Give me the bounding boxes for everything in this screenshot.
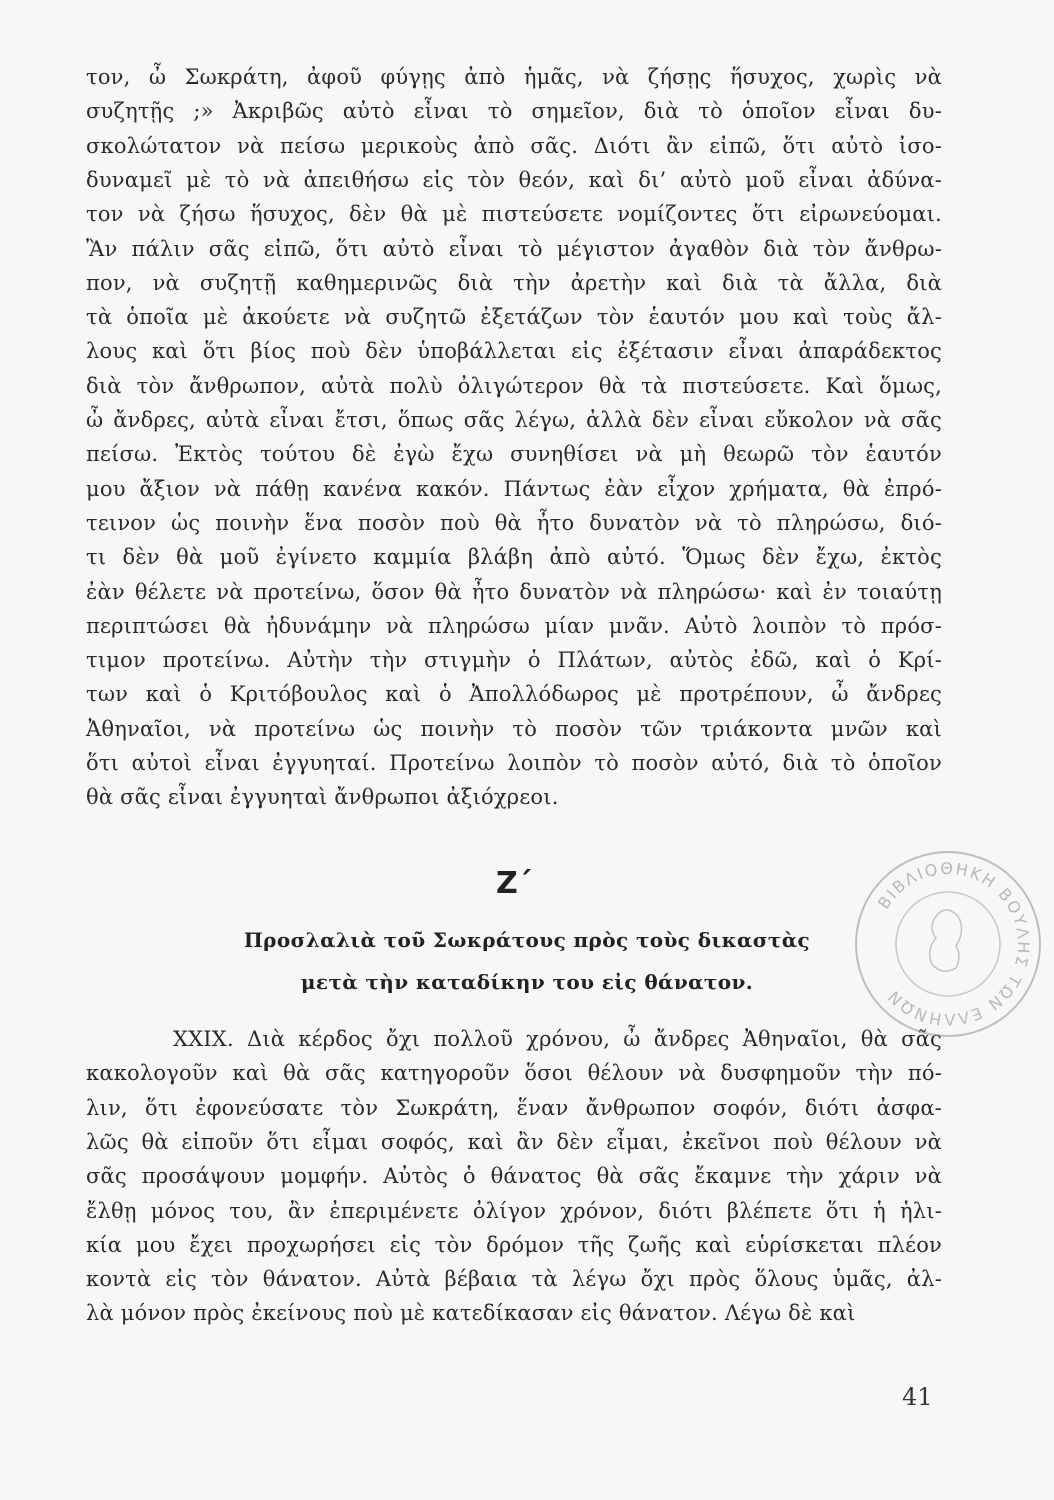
- text-line: πείσω. Ἐκτὸς τούτου δὲ ἐγὼ ἔχω συνηθίσει νὰ μὴ θεωρῶ τὸν ἑαυτόν: [86, 442, 942, 467]
- text-line: συζητῇς ;» Ἀκριβῶς αὐτὸ εἶναι τὸ σημεῖον, διὰ τὸ ὁποῖον εἶναι δυ-: [86, 99, 942, 124]
- stamp-text: ΒΙΒΛΙΟΘΗΚΗ ΒΟΥΛΗΣ ΤΩΝ ΕΛΛΗΝΩΝ: [873, 858, 1034, 1030]
- text-line: μου ἄξιον νὰ πάθῃ κανένα κακόν. Πάντως ἐὰν εἶχον χρήματα, θὰ ἐπρό-: [86, 476, 942, 501]
- text-line: δυναμεῖ μὲ τὸ νὰ ἀπειθήσω εἰς τὸν θεόν, καὶ δι’ αὐτὸ μοῦ εἶναι ἀδύνα-: [86, 167, 942, 192]
- chapter-mark: Ζ΄: [496, 866, 531, 901]
- text-line: Ἂν πάλιν σᾶς εἰπῶ, ὅτι αὐτὸ εἶναι τὸ μέγιστον ἀγαθὸν διὰ τὸν ἄνθρω-: [86, 236, 942, 261]
- text-line: περιπτώσει θὰ ἠδυνάμην νὰ πληρώσω μίαν μνᾶν. Αὐτὸ λοιπὸν τὸ πρόσ-: [86, 613, 942, 638]
- text-line: κακολογοῦν καὶ θὰ σᾶς κατηγοροῦν ὅσοι θέλουν νὰ δυσφημοῦν τὴν πό-: [86, 1061, 942, 1086]
- section-heading-line-1: Προσλαλιὰ τοῦ Σωκράτους πρὸς τοὺς δικαστὰς: [243, 928, 811, 952]
- text-line: τεινον ὡς ποινὴν ἕνα ποσὸν ποὺ θὰ ἦτο δυνατὸν νὰ τὸ πληρώσω, διό-: [86, 510, 942, 535]
- library-stamp: [848, 846, 1048, 1042]
- text-line: λιν, ὅτι ἐφονεύσατε τὸν Σωκράτη, ἕναν ἄνθρωπον σοφόν, διότι ἀσφα-: [86, 1095, 942, 1120]
- text-line: ὦ ἄνδρες, αὐτὰ εἶναι ἔτσι, ὅπως σᾶς λέγω, ἀλλὰ δὲν εἶναι εὔκολον νὰ σᾶς: [86, 408, 942, 432]
- text-line: των καὶ ὁ Κριτόβουλος καὶ ὁ Ἀπολλόδωρος μὲ προτρέπουν, ὦ ἄνδρες: [86, 682, 942, 707]
- text-line: ὅτι αὐτοὶ εἶναι ἐγγυηταί. Προτείνω λοιπὸν τὸ ποσὸν αὐτό, διὰ τὸ ὁποῖον: [86, 751, 942, 775]
- text-line: πον, νὰ συζητῇ καθημερινῶς διὰ τὴν ἀρετὴν καὶ διὰ τὰ ἄλλα, διὰ: [86, 270, 942, 295]
- text-line: κοντὰ εἰς τὸν θάνατον. Αὐτὰ βέβαια τὰ λέγω ὄχι πρὸς ὅλους ὑμᾶς, ἀλ-: [86, 1267, 942, 1292]
- text-line: θὰ σᾶς εἶναι ἐγγυηταὶ ἄνθρωποι ἀξιόχρεοι.: [86, 785, 559, 810]
- text-line: τι δὲν θὰ μοῦ ἐγίνετο καμμία βλάβη ἀπὸ αὐτό. Ὅμως δὲν ἔχω, ἐκτὸς: [86, 545, 942, 570]
- text-line: τον, ὦ Σωκράτη, ἀφοῦ φύγῃς ἀπὸ ἡμᾶς, νὰ ζήσῃς ἥσυχος, χωρὶς νὰ: [86, 65, 942, 89]
- text-line: διὰ τὸν ἄνθρωπον, αὐτὰ πολὺ ὀλιγώτερον θὰ τὰ πιστεύσετε. Καὶ ὅμως,: [86, 373, 942, 398]
- text-line: κία μου ἔχει προχωρήσει εἰς τὸν δρόμον τῆς ζωῆς καὶ εὑρίσκεται πλέον: [86, 1232, 942, 1257]
- text-line: τὰ ὁποῖα μὲ ἀκούετε νὰ συζητῶ ἐξετάζων τὸν ἑαυτόν μου καὶ τοὺς ἄλ-: [86, 305, 942, 330]
- text-line: ἔλθῃ μόνος του, ἂν ἐπεριμένετε ὀλίγον χρόνον, διότι βλέπετε ὅτι ἡ ἡλι-: [86, 1198, 942, 1223]
- page-number: 41: [902, 1383, 933, 1411]
- text-line: XXIX. Διὰ κέρδος ὄχι πολλοῦ χρόνου, ὦ ἄνδρες Ἀθηναῖοι, θὰ σᾶς: [173, 1027, 942, 1051]
- text-line: σᾶς προσάψουν μομφήν. Αὐτὸς ὁ θάνατος θὰ σᾶς ἔκαμνε τὴν χάριν νὰ: [86, 1164, 942, 1189]
- text-line: τιμον προτείνω. Αὐτὴν τὴν στιγμὴν ὁ Πλάτων, αὐτὸς ἐδῶ, καὶ ὁ Κρί-: [86, 648, 942, 673]
- svg-text:ΒΙΒΛΙΟΘΗΚΗ ΒΟΥΛΗΣ ΤΩΝ ΕΛΛΗΝΩΝ: [874, 859, 1033, 1029]
- text-line: Ἀθηναῖοι, νὰ προτείνω ὡς ποινὴν τὸ ποσὸν τῶν τριάκοντα μνῶν καὶ: [86, 716, 942, 741]
- section-heading-line-2: μετὰ τὴν καταδίκην του εἰς θάνατον.: [300, 970, 754, 994]
- text-line: λὰ μόνον πρὸς ἐκείνους ποὺ μὲ κατεδίκασαν εἰς θάνατον. Λέγω δὲ καὶ: [86, 1301, 856, 1326]
- text-line: τον νὰ ζήσω ἥσυχος, δὲν θὰ μὲ πιστεύσετε νομίζοντες ὅτι εἰρωνεύομαι.: [86, 202, 942, 227]
- text-line: λους καὶ ὅτι βίος ποὺ δὲν ὑποβάλλεται εἰς ἐξέτασιν εἶναι ἀπαράδεκτος: [86, 339, 942, 364]
- text-line: λῶς θὰ εἰποῦν ὅτι εἶμαι σοφός, καὶ ἂν δὲν εἶμαι, ἐκεῖνοι ποὺ θέλουν νὰ: [86, 1129, 942, 1154]
- text-line: σκολώτατον νὰ πείσω μερικοὺς ἀπὸ σᾶς. Διότι ἂν εἰπῶ, ὅτι αὐτὸ ἰσο-: [86, 133, 942, 158]
- text-line: ἐὰν θέλετε νὰ προτείνω, ὅσον θὰ ἦτο δυνατὸν νὰ πληρώσω· καὶ ἐν τοιαύτῃ: [86, 579, 942, 604]
